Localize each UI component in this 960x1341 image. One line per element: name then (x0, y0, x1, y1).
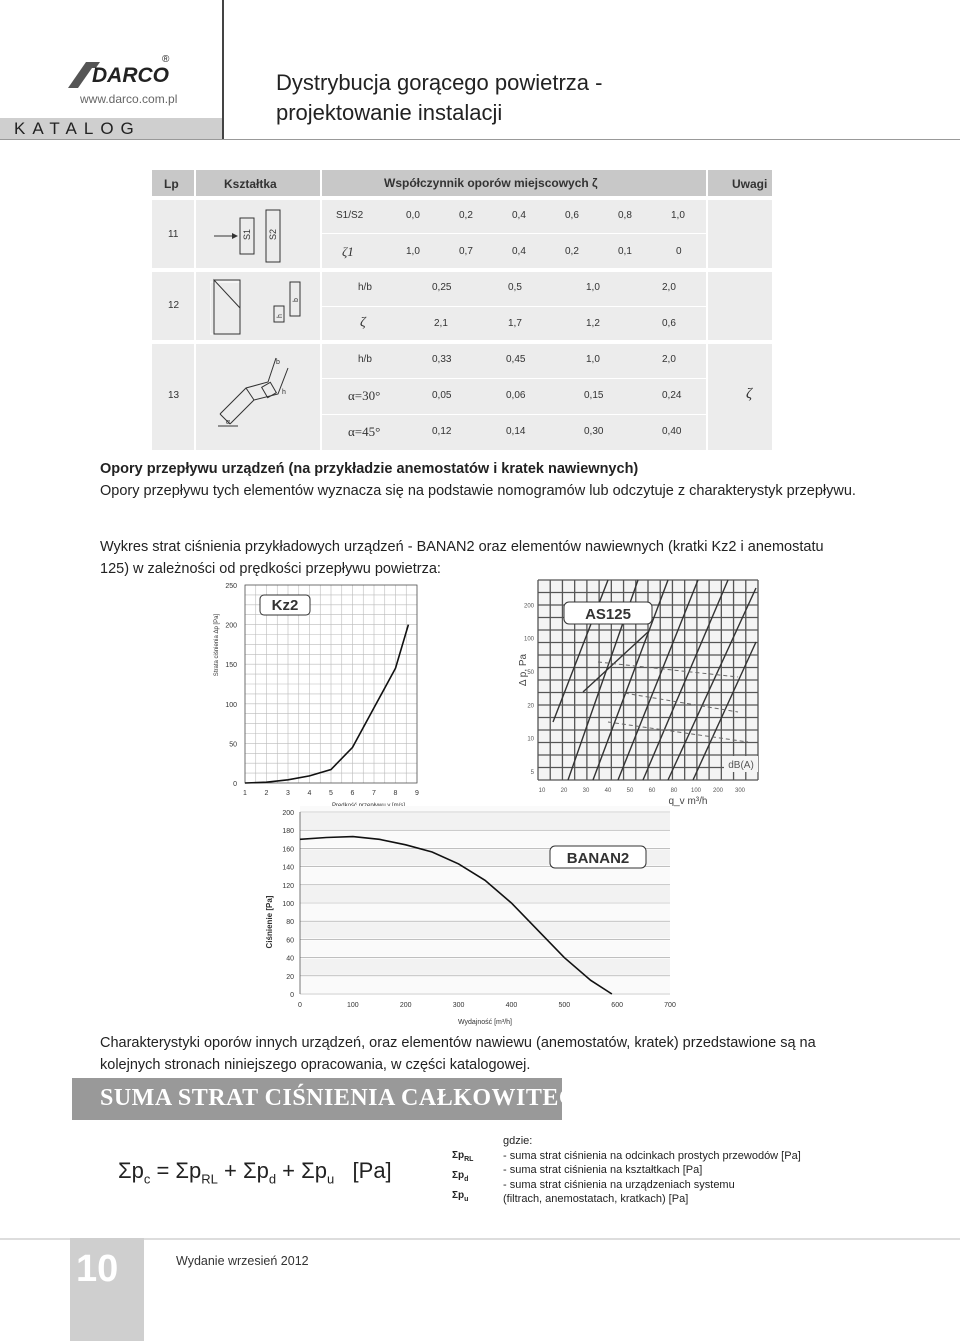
formula-explanation: gdzie: - suma strat ciśnienia na odcinkach prostych przewodów [Pa] - suma strat ciśnienia na kształtkach [Pa] - suma strat ciśnienia na urządzeniach systemu (filtrach, anemostatach, kratkach) [Pa] (503, 1135, 801, 1205)
y-tick-label: 50 (229, 741, 237, 749)
y-tick-label: 160 (282, 846, 294, 854)
band (300, 959, 670, 975)
x-tick-label: 9 (415, 790, 419, 797)
section-paragraph: Opory przepływu tych elementów wyznacza się na podstawie nomogramów lub odczytuje z charakterystyk przepływu. (100, 483, 856, 499)
x-tick-label: 7 (372, 790, 376, 797)
y-tick-label: 10 (527, 736, 534, 743)
x-tick-label: 500 (558, 1002, 571, 1009)
row13-label-hb: h/b (358, 354, 372, 365)
y-axis-label: Ciśnienie [Pa] (265, 895, 274, 949)
svg-text:S2: S2 (268, 228, 278, 240)
band (300, 886, 670, 902)
x-tick-label: 300 (452, 1002, 465, 1009)
band (300, 940, 670, 956)
x-tick-label: 700 (664, 1002, 676, 1009)
x-tick-label: 400 (505, 1002, 518, 1009)
row11-label-bottom: ζ1 (342, 244, 354, 259)
x-tick-label: 2 (264, 790, 269, 797)
y-tick-label: 250 (225, 583, 237, 590)
section-heading: Opory przepływu urządzeń (na przykładzie anemostatów i kratek nawiewnych) (100, 461, 639, 477)
x-axis-label: Wydajność [m³/h] (457, 1019, 513, 1026)
x-tick-label: 3 (286, 790, 290, 797)
x-tick-label: 4 (307, 790, 312, 797)
x-tick-label: 5 (329, 790, 333, 797)
summary-banner-text: SUMA STRAT CIŚNIENIA CAŁKOWITEGO WYNOSI: (100, 1085, 715, 1111)
row12-label-bottom: ζ (360, 315, 366, 330)
band (300, 868, 670, 884)
chart-title: BANAN2 (566, 850, 630, 867)
y-tick-label: 180 (282, 828, 294, 836)
band (300, 813, 670, 829)
row13-label-a45: α=45° (348, 424, 381, 439)
row-lp: 12 (168, 300, 180, 311)
kz2-chart (200, 575, 440, 810)
y-tick-label: 100 (225, 701, 237, 709)
legend-pu: $\Sigma p_u$ (452, 1190, 469, 1203)
y-tick-label: 150 (225, 662, 237, 670)
y-tick-label: 20 (527, 703, 534, 710)
logo-registered: ® (162, 54, 170, 65)
header-bottom-line (0, 139, 960, 140)
row13-label-a30: α=30° (348, 388, 381, 403)
svg-text:h: h (282, 389, 286, 396)
x-tick-label: 50 (626, 788, 634, 794)
edition-label: Wydanie wrzesień 2012 (176, 1254, 309, 1268)
band (300, 922, 670, 938)
y-tick-label: 0 (233, 781, 237, 788)
annotation-dba: dB(A) (728, 760, 754, 771)
band (300, 831, 670, 847)
chart-title: Kz2 (271, 597, 299, 614)
svg-text:S1: S1 (242, 228, 252, 240)
legend-pd: $\Sigma p_d$ (452, 1170, 469, 1183)
katalog-label: KATALOG (14, 119, 141, 138)
elbow-fitting-diagram (210, 278, 310, 336)
y-tick-label: 100 (523, 636, 534, 643)
x-tick-label: 200 (399, 1002, 412, 1009)
band (300, 977, 670, 993)
y-axis-label: Strata ciśnienia Δp [Pa] (214, 613, 220, 677)
header-divider (222, 0, 224, 140)
row-lp: 13 (168, 390, 180, 401)
y-tick-label: 140 (282, 864, 294, 872)
svg-text:b: b (293, 298, 300, 302)
x-tick-label: 6 (350, 790, 355, 797)
band (300, 806, 670, 811)
x-tick-label: 60 (648, 788, 656, 794)
row11-label-top: S1/S2 (336, 210, 364, 221)
legend-prl: $\Sigma p_{RL}$ (452, 1150, 474, 1163)
y-tick-label: 200 (523, 603, 534, 610)
x-tick-label: 30 (582, 788, 590, 794)
header-uwagi: Uwagi (732, 177, 768, 191)
band (300, 904, 670, 920)
page-title: Dystrybucja gorącego powietrza - projektowanie instalacji (276, 70, 603, 125)
y-tick-label: 80 (286, 919, 294, 927)
x-tick-label: 8 (393, 790, 398, 797)
y-tick-label: 120 (282, 882, 294, 890)
svg-text:b: b (276, 359, 280, 366)
chart-title: AS125 (585, 606, 631, 623)
row-lp: 11 (168, 229, 179, 240)
as125-nomogram (498, 572, 768, 812)
y-tick-label: 20 (286, 973, 294, 981)
section-paragraph: Charakterystyki oporów innych urządzeń, oraz elementów nawiewu (anemostatów, kratek) przedstawione są na kolejnych stronach niniejszego opracowania, w części katalogowej. (100, 1035, 816, 1073)
y-tick-label: 50 (527, 670, 534, 676)
formula-legend (452, 1148, 473, 1208)
x-tick-label: 100 (347, 1002, 359, 1009)
page-number: 10 (76, 1248, 119, 1290)
y-tick-label: 200 (225, 622, 237, 630)
x-tick-label: 10 (538, 788, 546, 794)
x-tick-label: 600 (611, 1002, 623, 1009)
x-tick-label: 0 (298, 1002, 302, 1009)
y-tick-label: 5 (530, 770, 534, 776)
row12-label-top: h/b (358, 282, 372, 293)
y-tick-label: 0 (290, 992, 294, 999)
y-tick-label: 40 (286, 955, 294, 963)
x-tick-label: 40 (604, 788, 612, 794)
section-paragraph: Wykres strat ciśnienia przykładowych urządzeń - BANAN2 oraz elementów nawiewnych (kratki Kz2 i anemostatu 125) w zależności od prędkości przepływu powietrza: (100, 539, 824, 577)
x-axis-label: q_v m³/h (668, 796, 708, 807)
x-tick-label: 80 (670, 788, 678, 794)
x-tick-label: 100 (690, 788, 702, 794)
pressure-formula: $\Sigma p_c = \Sigma p_{RL} + \Sigma p_d + \Sigma p_u$ [Pa] (118, 1158, 392, 1187)
header-lp: Lp (164, 177, 179, 191)
y-axis-label: Δ p, Pa (518, 653, 529, 687)
header-wspolczynnik: Współczynnik oporów miejscowych ζ (384, 176, 598, 190)
logo-url: www.darco.com.pl (80, 92, 178, 106)
y-tick-label: 60 (286, 937, 294, 945)
logo-name: DARCO (92, 64, 169, 87)
svg-text:h: h (277, 314, 284, 318)
header-ksztaltka: Kształtka (224, 177, 277, 191)
branch-fitting-diagram (214, 208, 294, 264)
y-tick-label: 200 (282, 810, 294, 817)
footer-line (0, 1238, 960, 1240)
svg-text:α: α (226, 419, 231, 426)
y-tick-label: 100 (282, 901, 294, 908)
x-tick-label: 200 (712, 788, 724, 794)
x-tick-label: 1 (243, 790, 247, 797)
banan2-chart (258, 806, 698, 1026)
row13-note: ζ (746, 386, 753, 402)
x-tick-label: 20 (560, 788, 568, 794)
x-tick-label: 300 (734, 788, 746, 794)
angled-elbow-diagram (216, 354, 312, 446)
